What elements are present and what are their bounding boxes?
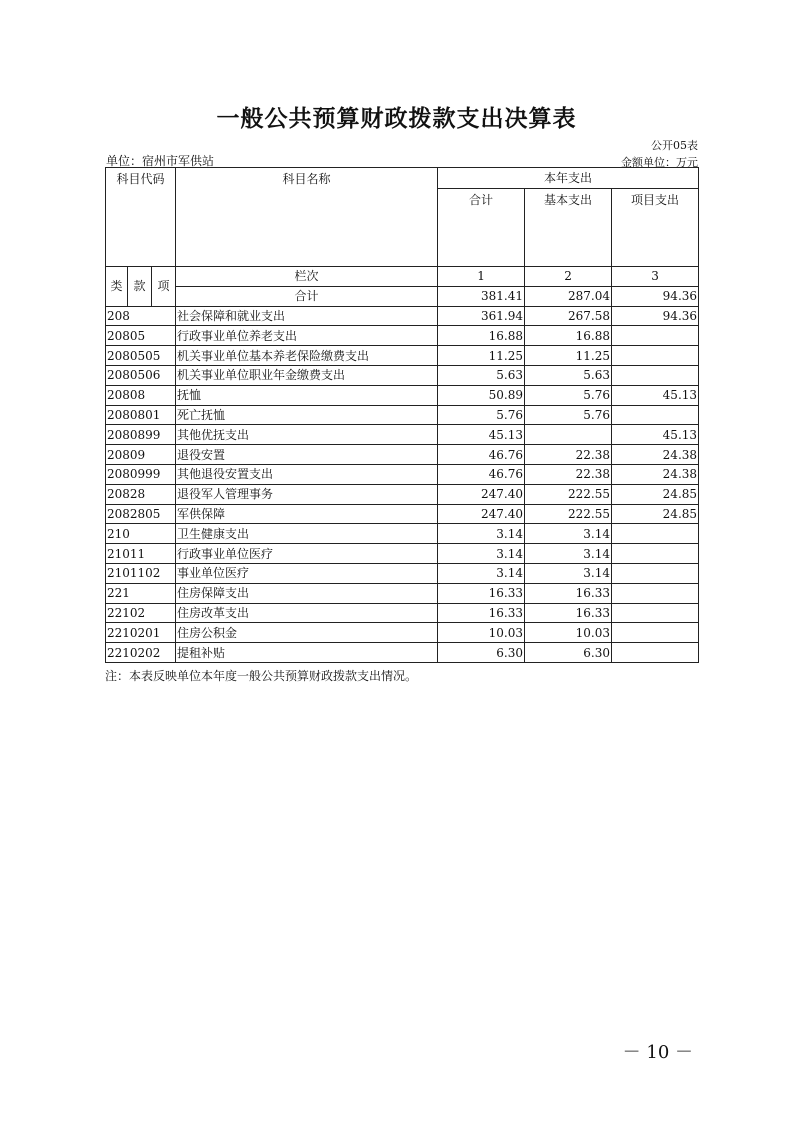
row-name: 机关事业单位职业年金缴费支出 xyxy=(176,365,438,385)
row-project: 94.36 xyxy=(612,306,699,326)
row-total: 16.33 xyxy=(438,603,525,623)
row-total: 11.25 xyxy=(438,346,525,366)
row-total: 16.33 xyxy=(438,583,525,603)
row-total: 3.14 xyxy=(438,524,525,544)
row-project xyxy=(612,346,699,366)
row-name: 其他优抚支出 xyxy=(176,425,438,445)
header-current-year: 本年支出 xyxy=(438,168,699,189)
row-total: 247.40 xyxy=(438,484,525,504)
row-code: 2080505 xyxy=(106,346,176,366)
row-code: 20828 xyxy=(106,484,176,504)
expenditure-table xyxy=(105,167,699,663)
table-row xyxy=(106,643,699,663)
row-code: 2080506 xyxy=(106,365,176,385)
row-total: 46.76 xyxy=(438,464,525,484)
header-column-order: 栏次 xyxy=(176,267,438,287)
row-basic: 5.76 xyxy=(525,385,612,405)
table-row xyxy=(106,385,699,405)
row-name: 社会保障和就业支出 xyxy=(176,306,438,326)
header-lei: 类 xyxy=(106,267,128,307)
row-project xyxy=(612,544,699,564)
row-total: 10.03 xyxy=(438,623,525,643)
row-total: 3.14 xyxy=(438,544,525,564)
row-project: 24.38 xyxy=(612,445,699,465)
row-basic: 5.76 xyxy=(525,405,612,425)
row-total: 361.94 xyxy=(438,306,525,326)
row-total: 46.76 xyxy=(438,445,525,465)
header-col2: 2 xyxy=(525,267,612,287)
row-code: 22102 xyxy=(106,603,176,623)
row-name: 其他退役安置支出 xyxy=(176,464,438,484)
row-basic: 16.33 xyxy=(525,603,612,623)
row-basic: 16.88 xyxy=(525,326,612,346)
page-title: 一般公共预算财政拨款支出决算表 xyxy=(216,105,577,132)
row-name: 行政事业单位医疗 xyxy=(176,544,438,564)
header-total: 合计 xyxy=(438,189,525,267)
row-project: 24.85 xyxy=(612,504,699,524)
row-basic: 6.30 xyxy=(525,643,612,663)
table-row xyxy=(106,524,699,544)
row-total: 6.30 xyxy=(438,643,525,663)
row-basic: 10.03 xyxy=(525,623,612,643)
row-name: 住房保障支出 xyxy=(176,583,438,603)
row-code: 2082805 xyxy=(106,504,176,524)
header-col3: 3 xyxy=(612,267,699,287)
row-code: 20805 xyxy=(106,326,176,346)
row-total: 3.14 xyxy=(438,563,525,583)
row-name: 行政事业单位养老支出 xyxy=(176,326,438,346)
row-code: 208 xyxy=(106,306,176,326)
table-row xyxy=(106,464,699,484)
header-project: 项目支出 xyxy=(612,189,699,267)
row-name: 死亡抚恤 xyxy=(176,405,438,425)
row-code: 2210201 xyxy=(106,623,176,643)
row-name: 住房改革支出 xyxy=(176,603,438,623)
table-row xyxy=(106,365,699,385)
row-code: 2101102 xyxy=(106,563,176,583)
row-project xyxy=(612,405,699,425)
row-name: 退役安置 xyxy=(176,445,438,465)
sum-label: 合计 xyxy=(176,286,438,306)
row-project: 45.13 xyxy=(612,425,699,445)
row-basic: 3.14 xyxy=(525,524,612,544)
row-basic: 16.33 xyxy=(525,583,612,603)
row-code: 2080999 xyxy=(106,464,176,484)
table-row xyxy=(106,504,699,524)
row-basic xyxy=(525,425,612,445)
row-project: 24.85 xyxy=(612,484,699,504)
row-total: 247.40 xyxy=(438,504,525,524)
sum-project: 94.36 xyxy=(612,286,699,306)
table-row xyxy=(106,405,699,425)
row-name: 卫生健康支出 xyxy=(176,524,438,544)
table-row xyxy=(106,326,699,346)
table-row xyxy=(106,563,699,583)
table-row xyxy=(106,484,699,504)
table-row xyxy=(106,583,699,603)
row-code: 210 xyxy=(106,524,176,544)
table-row xyxy=(106,445,699,465)
row-name: 机关事业单位基本养老保险缴费支出 xyxy=(176,346,438,366)
row-total: 5.63 xyxy=(438,365,525,385)
row-project: 45.13 xyxy=(612,385,699,405)
sum-total: 381.41 xyxy=(438,286,525,306)
row-basic: 3.14 xyxy=(525,544,612,564)
row-basic: 5.63 xyxy=(525,365,612,385)
row-basic: 22.38 xyxy=(525,464,612,484)
row-project xyxy=(612,603,699,623)
row-project xyxy=(612,643,699,663)
sum-basic: 287.04 xyxy=(525,286,612,306)
row-name: 军供保障 xyxy=(176,504,438,524)
table-row xyxy=(106,425,699,445)
table-row xyxy=(106,346,699,366)
row-code: 20809 xyxy=(106,445,176,465)
row-project: 24.38 xyxy=(612,464,699,484)
row-total: 16.88 xyxy=(438,326,525,346)
row-name: 提租补贴 xyxy=(176,643,438,663)
table-row xyxy=(106,603,699,623)
amount-unit-label: 金额单位：万元 xyxy=(621,156,698,169)
page-number: － 10 － xyxy=(622,1042,693,1063)
row-code: 221 xyxy=(106,583,176,603)
row-total: 50.89 xyxy=(438,385,525,405)
row-name: 住房公积金 xyxy=(176,623,438,643)
row-basic: 11.25 xyxy=(525,346,612,366)
row-basic: 222.55 xyxy=(525,484,612,504)
row-project xyxy=(612,365,699,385)
header-subject-code: 科目代码 xyxy=(106,168,176,267)
row-code: 20808 xyxy=(106,385,176,405)
header-col1: 1 xyxy=(438,267,525,287)
row-project xyxy=(612,583,699,603)
row-basic: 222.55 xyxy=(525,504,612,524)
table-note: 注：本表反映单位本年度一般公共预算财政拨款支出情况。 xyxy=(105,669,418,683)
header-subject-name: 科目名称 xyxy=(176,168,438,267)
row-code: 2080801 xyxy=(106,405,176,425)
row-total: 5.76 xyxy=(438,405,525,425)
table-row xyxy=(106,623,699,643)
header-basic: 基本支出 xyxy=(525,189,612,267)
row-code: 2080899 xyxy=(106,425,176,445)
row-project xyxy=(612,623,699,643)
unit-label: 单位：宿州市军供站 xyxy=(106,154,215,168)
row-name: 抚恤 xyxy=(176,385,438,405)
row-code: 2210202 xyxy=(106,643,176,663)
table-row xyxy=(106,544,699,564)
row-basic: 3.14 xyxy=(525,563,612,583)
row-project xyxy=(612,563,699,583)
row-basic: 22.38 xyxy=(525,445,612,465)
header-xiang: 项 xyxy=(152,267,176,307)
row-project xyxy=(612,524,699,544)
row-name: 退役军人管理事务 xyxy=(176,484,438,504)
row-project xyxy=(612,326,699,346)
row-basic: 267.58 xyxy=(525,306,612,326)
header-kuan: 款 xyxy=(128,267,152,307)
row-name: 事业单位医疗 xyxy=(176,563,438,583)
row-code: 21011 xyxy=(106,544,176,564)
row-total: 45.13 xyxy=(438,425,525,445)
table-row xyxy=(106,306,699,326)
form-code: 公开05表 xyxy=(651,139,698,152)
